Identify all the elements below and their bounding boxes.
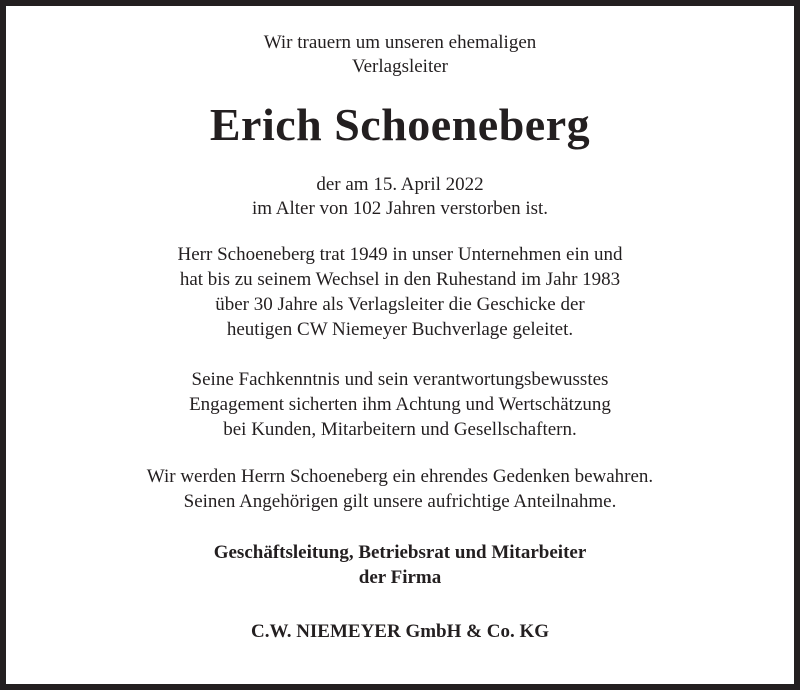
signatories-line-1: Geschäftsleitung, Betriebsrat und Mitarbeiter [213,542,587,563]
closing-line-1: Wir werden Herrn Schoeneberg ein ehrendes Gedenken bewahren. [146,466,654,487]
obituary-notice-frame [6,6,794,684]
tribute-line-3: bei Kunden, Mitarbeitern und Gesellschaftern. [223,419,577,440]
career-line-4: heutigen CW Niemeyer Buchverlage geleitet. [226,319,574,340]
tribute-line-1: Seine Fachkenntnis und sein verantwortungsbewusstes [191,369,609,390]
deceased-name: Erich Schoeneberg [209,99,591,150]
company-name: C.W. NIEMEYER GmbH & Co. KG [250,621,550,642]
death-date-line: der am 15. April 2022 [316,174,484,195]
career-line-1: Herr Schoeneberg trat 1949 in unser Unternehmen ein und [177,244,623,265]
closing-line-2: Seinen Angehörigen gilt unsere aufrichtige Anteilnahme. [183,491,617,512]
intro-line-1: Wir trauern um unseren ehemaligen [263,32,537,53]
signatories-line-2: der Firma [358,567,442,588]
career-line-3: über 30 Jahre als Verlagsleiter die Geschicke der [215,294,585,315]
career-line-2: hat bis zu seinem Wechsel in den Ruhestand im Jahr 1983 [179,269,621,290]
death-age-line: im Alter von 102 Jahren verstorben ist. [251,198,549,219]
tribute-line-2: Engagement sicherten ihm Achtung und Wertschätzung [189,394,611,415]
intro-line-2: Verlagsleiter [351,56,448,77]
